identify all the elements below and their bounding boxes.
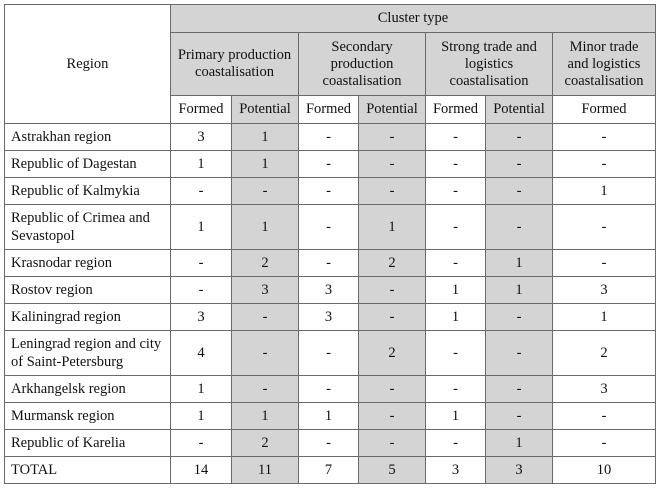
value-cell: 4	[171, 331, 232, 376]
value-cell: 1	[426, 304, 486, 331]
table-row	[5, 151, 656, 178]
region-cell: Kaliningrad region	[5, 304, 171, 331]
value-cell: -	[359, 124, 426, 151]
table-row	[5, 331, 656, 376]
value-cell: -	[359, 151, 426, 178]
total-cell: 3	[426, 457, 486, 484]
value-cell: -	[426, 178, 486, 205]
subheader-formed: Formed	[426, 96, 486, 124]
value-cell: 2	[359, 331, 426, 376]
value-cell: -	[232, 331, 299, 376]
value-cell: -	[299, 331, 359, 376]
value-cell: 1	[171, 403, 232, 430]
value-cell: -	[359, 304, 426, 331]
value-cell: -	[359, 430, 426, 457]
value-cell: 3	[299, 277, 359, 304]
value-cell: 1	[299, 403, 359, 430]
value-cell: 1	[553, 304, 656, 331]
value-cell: 1	[171, 376, 232, 403]
table-row	[5, 205, 656, 250]
table-row	[5, 376, 656, 403]
value-cell: 2	[232, 250, 299, 277]
value-cell: -	[486, 304, 553, 331]
value-cell: -	[426, 124, 486, 151]
value-cell: 1	[486, 277, 553, 304]
value-cell: -	[553, 430, 656, 457]
total-cell: 5	[359, 457, 426, 484]
value-cell: 1	[486, 430, 553, 457]
value-cell: -	[232, 376, 299, 403]
value-cell: -	[426, 331, 486, 376]
value-cell: 3	[232, 277, 299, 304]
value-cell: 3	[299, 304, 359, 331]
value-cell: -	[553, 124, 656, 151]
table-row	[5, 277, 656, 304]
value-cell: -	[299, 151, 359, 178]
table-row	[5, 250, 656, 277]
value-cell: -	[486, 124, 553, 151]
value-cell: 1	[171, 151, 232, 178]
region-cell: Arkhangelsk region	[5, 376, 171, 403]
value-cell: -	[299, 250, 359, 277]
value-cell: 1	[232, 124, 299, 151]
value-cell: 3	[171, 304, 232, 331]
total-row	[5, 457, 656, 484]
value-cell: -	[426, 205, 486, 250]
value-cell: -	[171, 277, 232, 304]
value-cell: 2	[553, 331, 656, 376]
value-cell: -	[486, 205, 553, 250]
subheader-potential: Potential	[359, 96, 426, 124]
region-header: Region	[5, 5, 171, 124]
value-cell: -	[426, 250, 486, 277]
region-cell: Republic of Karelia	[5, 430, 171, 457]
value-cell: 1	[426, 277, 486, 304]
table-row	[5, 403, 656, 430]
value-cell: -	[359, 403, 426, 430]
total-cell: 3	[486, 457, 553, 484]
table-row	[5, 430, 656, 457]
region-cell: Krasnodar region	[5, 250, 171, 277]
cluster-type-header: Cluster type	[171, 5, 656, 33]
value-cell: -	[426, 376, 486, 403]
subheader-formed: Formed	[553, 96, 656, 124]
value-cell: -	[486, 403, 553, 430]
subheader-potential: Potential	[486, 96, 553, 124]
value-cell: 2	[232, 430, 299, 457]
value-cell: 1	[426, 403, 486, 430]
value-cell: -	[232, 178, 299, 205]
group-header-secondary: Secondary production coastalisation	[299, 33, 426, 96]
value-cell: 1	[486, 250, 553, 277]
total-cell: 7	[299, 457, 359, 484]
value-cell: -	[426, 151, 486, 178]
region-cell: Republic of Dagestan	[5, 151, 171, 178]
region-cell: Murmansk region	[5, 403, 171, 430]
value-cell: -	[553, 205, 656, 250]
value-cell: -	[232, 304, 299, 331]
group-header-minor-trade: Minor trade and logistics coastalisation	[553, 33, 656, 96]
region-cell: Leningrad region and city of Saint-Petersburg	[5, 331, 171, 376]
value-cell: -	[553, 151, 656, 178]
value-cell: 3	[553, 277, 656, 304]
table-row	[5, 124, 656, 151]
table-row	[5, 304, 656, 331]
group-header-strong-trade: Strong trade and logistics coastalisation	[426, 33, 553, 96]
value-cell: -	[486, 376, 553, 403]
value-cell: -	[299, 376, 359, 403]
region-cell: Rostov region	[5, 277, 171, 304]
value-cell: 2	[359, 250, 426, 277]
subheader-formed: Formed	[299, 96, 359, 124]
value-cell: -	[359, 277, 426, 304]
subheader-potential: Potential	[232, 96, 299, 124]
group-header-primary: Primary production coastalisation	[171, 33, 299, 96]
value-cell: 1	[232, 151, 299, 178]
subheader-formed: Formed	[171, 96, 232, 124]
value-cell: -	[299, 205, 359, 250]
region-cell: Republic of Crimea and Sevastopol	[5, 205, 171, 250]
value-cell: -	[426, 430, 486, 457]
region-cell: Astrakhan region	[5, 124, 171, 151]
value-cell: -	[299, 430, 359, 457]
value-cell: 3	[171, 124, 232, 151]
cluster-type-table	[4, 4, 656, 484]
value-cell: -	[171, 178, 232, 205]
value-cell: 1	[171, 205, 232, 250]
total-cell: 14	[171, 457, 232, 484]
total-cell: 10	[553, 457, 656, 484]
value-cell: -	[553, 250, 656, 277]
value-cell: -	[299, 178, 359, 205]
value-cell: 1	[232, 403, 299, 430]
table-row	[5, 178, 656, 205]
value-cell: 1	[553, 178, 656, 205]
value-cell: -	[553, 403, 656, 430]
total-cell: 11	[232, 457, 299, 484]
value-cell: -	[486, 331, 553, 376]
value-cell: -	[299, 124, 359, 151]
value-cell: -	[359, 178, 426, 205]
value-cell: 1	[232, 205, 299, 250]
value-cell: -	[171, 430, 232, 457]
total-label: TOTAL	[5, 457, 171, 484]
region-cell: Republic of Kalmykia	[5, 178, 171, 205]
value-cell: -	[486, 151, 553, 178]
value-cell: -	[171, 250, 232, 277]
value-cell: 3	[553, 376, 656, 403]
value-cell: 1	[359, 205, 426, 250]
value-cell: -	[359, 376, 426, 403]
value-cell: -	[486, 178, 553, 205]
